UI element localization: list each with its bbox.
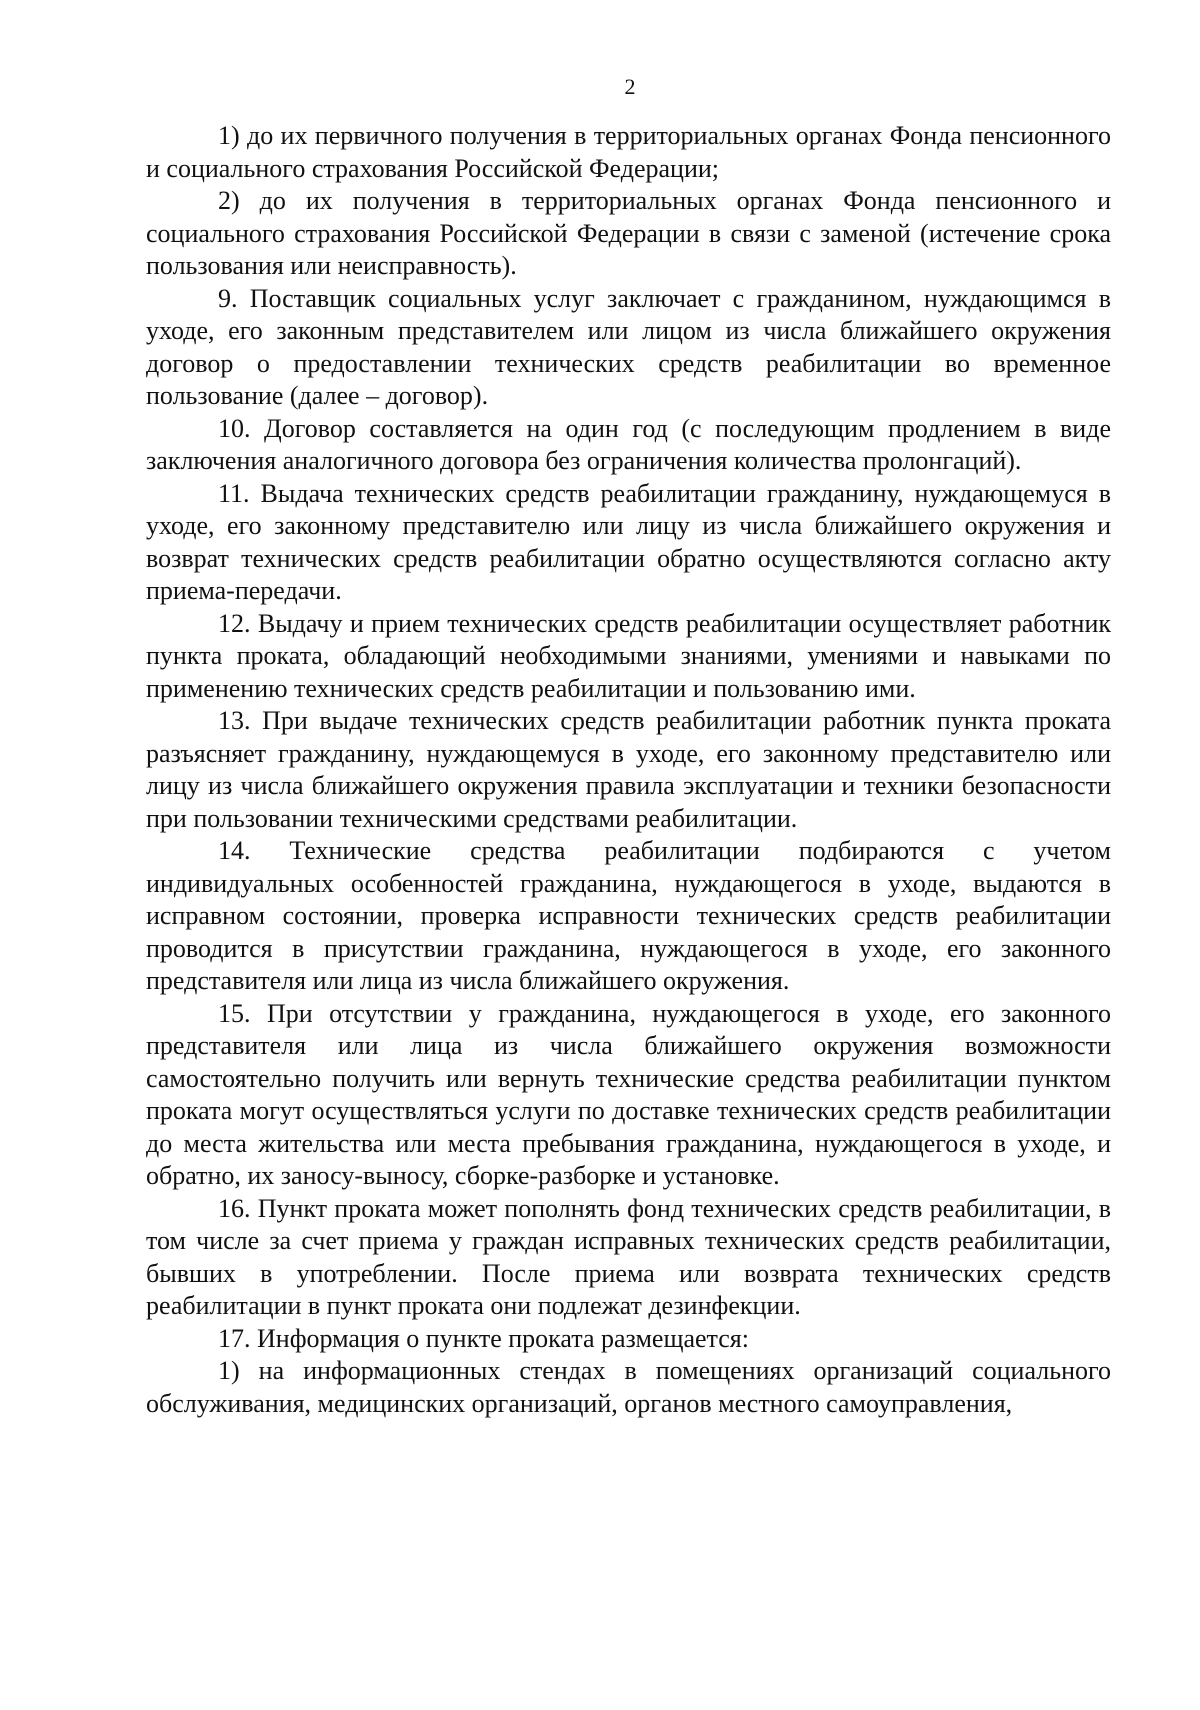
paragraph-item-2-replacement: 2) до их получения в территориальных органах Фонда пенсионного и социального страхования Российской Федерации в связи с заменой (истечение срока пользования или неисправность). bbox=[146, 186, 1111, 280]
paragraph-clause-9: 9. Поставщик социальных услуг заключает с гражданином, нуждающимся в уходе, его законным представителем или лицом из числа ближайшего окружения договор о предоставлении технических средств реабилитации во временное пользование (далее – договор). bbox=[146, 283, 1111, 410]
paragraph-clause-12: 12. Выдачу и прием технических средств реабилитации осуществляет работник пункта проката, обладающий необходимыми знаниями, умениями и навыками по применению технических средств реабилитации и пользованию ими. bbox=[146, 608, 1111, 703]
paragraph-clause-15: 15. При отсутствии у гражданина, нуждающегося в уходе, его законного представителя или лица из числа ближайшего окружения возможности самостоятельно получить или вернуть технические средства реабилитации пунктом проката могут осуществляться услуги по доставке технических средств реабилитации до места жительства или места пребывания гражданина, нуждающегося в уходе, и обратно, их заносу-выносу, сборке-разборке и установке. bbox=[146, 998, 1111, 1190]
paragraph-clause-11: 11. Выдача технических средств реабилитации гражданину, нуждающемуся в уходе, его законному представителю или лицу из числа ближайшего окружения и возврат технических средств реабилитации обратно осуществляются согласно акту приема-передачи. bbox=[146, 478, 1111, 605]
document-body bbox=[146, 120, 1111, 1420]
paragraph-item-1-initial-receipt: 1) до их первичного получения в территориальных органах Фонда пенсионного и социального страхования Российской Федерации; bbox=[146, 121, 1111, 183]
paragraph-item-1-info-stands: 1) на информационных стендах в помещениях организаций социального обслуживания, медицинских организаций, органов местного самоуправления, bbox=[146, 1356, 1111, 1418]
paragraph-clause-14: 14. Технические средства реабилитации подбираются с учетом индивидуальных особенностей гражданина, нуждающегося в уходе, выдаются в исправном состоянии, проверка исправности технических средств реабилитации проводится в присутствии гражданина, нуждающегося в уходе, его законного представителя или лица из числа ближайшего окружения. bbox=[146, 836, 1111, 995]
paragraph-clause-10: 10. Договор составляется на один год (с последующим продлением в виде заключения аналогичного договора без ограничения количества пролонгаций). bbox=[146, 413, 1111, 475]
page-number: 2 bbox=[624, 74, 636, 99]
paragraph-clause-16: 16. Пункт проката может пополнять фонд технических средств реабилитации, в том числе за счет приема у граждан исправных технических средств реабилитации, бывших в употреблении. После приема или возврата технических средств реабилитации в пункт проката они подлежат дезинфекции. bbox=[146, 1193, 1111, 1320]
paragraph-clause-13: 13. При выдаче технических средств реабилитации работник пункта проката разъясняет гражданину, нуждающемуся в уходе, его законному представителю или лицу из числа ближайшего окружения правила эксплуатации и техники безопасности при пользовании техническими средствами реабилитации. bbox=[146, 706, 1111, 833]
paragraph-clause-17: 17. Информация о пункте проката размещается: bbox=[218, 1323, 749, 1353]
